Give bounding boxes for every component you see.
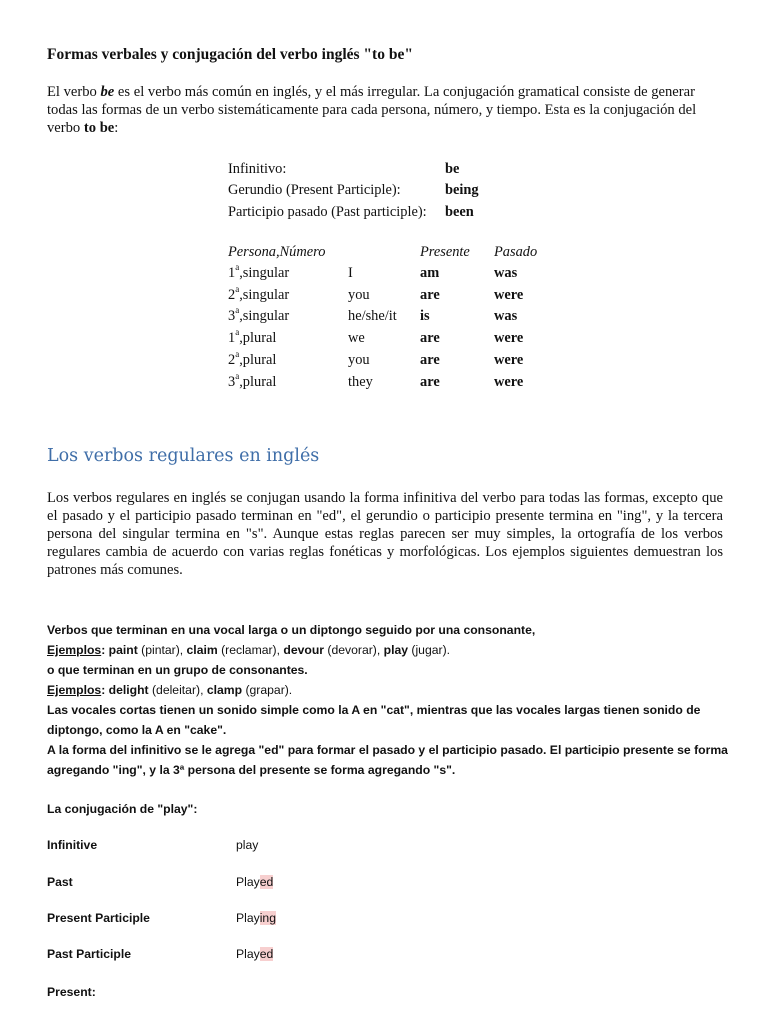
- table-row-label: 2$^a$,plural: [228, 349, 277, 368]
- examples-line-1: Ejemplos: paint (pintar), claim (reclamar), devour (devorar), play (jugar).: [47, 643, 451, 657]
- play-form-label: Past: [47, 875, 73, 889]
- table-row-pronoun: they: [348, 374, 373, 390]
- table-row-present: are: [420, 352, 440, 368]
- table-row-past: was: [494, 308, 518, 324]
- regular-verbs-paragraph: Los verbos regulares en inglés se conjugan usando la forma infinitiva del verbo para todas las formas, excepto que el pasado y el participio pasado terminan en "ed", el gerundio o participio presente termina en "ing", y la tercera persona del singular termina en "s". Aunque estas reglas parecen ser muy simples, la ortografía de los verbos regulares cambia de acuerdo con varias reglas fonéticas y morfológicas. Los ejemplos siguientes demuestran los patrones más comunes.: [47, 490, 723, 578]
- play-form-label: Past Participle: [47, 947, 131, 961]
- verb-be: be: [100, 84, 115, 100]
- intro-paragraph: El verbo be es el verbo más común en inglés, y el más irregular. La conjugación gramatical consiste de generar todas las formas de un verbo sistemáticamente para cada persona, número, y tiempo. Esta es la conjugación del verbo to be:: [47, 84, 697, 136]
- examples-line-2: Ejemplos: delight (deleitar), clamp (grapar).: [47, 683, 293, 697]
- table-row-past: was: [494, 265, 518, 281]
- form-value-past-participle: been: [445, 204, 474, 220]
- form-value-gerund: being: [445, 182, 479, 198]
- table-row-label: 3$^a$,plural: [228, 371, 277, 390]
- table-row-pronoun: I: [348, 265, 353, 281]
- table-row-label: 1$^a$,plural: [228, 327, 277, 346]
- rule-line-vowel-sounds: Las vocales cortas tienen un sonido simple como la A en "cat", mientras que las vocales largas tienen sonido de diptongo, como la A en "cake".: [47, 703, 701, 737]
- suffix-highlight: ed: [259, 875, 274, 889]
- table-row-past: were: [494, 287, 524, 303]
- play-form-value: Played: [236, 947, 274, 961]
- play-form-value: play: [236, 838, 259, 852]
- form-label-past-participle: Participio pasado (Past participle):: [228, 204, 427, 220]
- verb-to-be: to be: [83, 120, 115, 136]
- section-heading: Los verbos regulares en inglés: [47, 446, 320, 466]
- table-row-present: are: [420, 287, 440, 303]
- table-row-past: were: [494, 330, 524, 346]
- form-value-infinitive: be: [445, 161, 460, 177]
- table-row-present: are: [420, 374, 440, 390]
- play-conjugation-intro: La conjugación de "play":: [47, 802, 198, 816]
- table-row-label: 3$^a$,singular: [228, 305, 290, 324]
- table-row-past: were: [494, 352, 524, 368]
- table-row-pronoun: we: [348, 330, 365, 346]
- rule-line-ed-ing-s: A la forma del infinitivo se le agrega "ed" para formar el pasado y el participio pasado. El participio presente se forma agregando "ing", y la 3ª persona del presente se forma agregando "s".: [47, 743, 728, 777]
- play-form-value: Playing: [236, 911, 276, 925]
- table-row-past: were: [494, 374, 524, 390]
- form-label-gerund: Gerundio (Present Participle):: [228, 182, 401, 198]
- header-presente: Presente: [420, 244, 470, 260]
- play-form-label: Present Participle: [47, 911, 150, 925]
- rules-block: [47, 620, 737, 780]
- table-row-present: are: [420, 330, 440, 346]
- header-pasado: Pasado: [494, 244, 538, 260]
- table-row-present: am: [420, 265, 440, 281]
- present-label: Present:: [47, 985, 96, 999]
- table-row-label: 2$^a$,singular: [228, 284, 290, 303]
- table-row-present: is: [420, 308, 430, 324]
- header-persona: Persona,Número: [228, 244, 326, 260]
- rule-line-consonant-group: o que terminan en un grupo de consonantes.: [47, 663, 308, 677]
- play-form-label: Infinitive: [47, 838, 98, 852]
- form-label-infinitive: Infinitivo:: [228, 161, 287, 177]
- play-form-value: Played: [236, 875, 274, 889]
- table-row-pronoun: he/she/it: [348, 308, 397, 324]
- suffix-highlight: ing: [259, 911, 276, 925]
- document-title: Formas verbales y conjugación del verbo inglés "to be": [47, 46, 413, 63]
- table-row-pronoun: you: [348, 287, 370, 303]
- table-row-pronoun: you: [348, 352, 370, 368]
- table-row-label: 1$^a$,singular: [228, 262, 290, 281]
- suffix-highlight: ed: [259, 947, 274, 961]
- rule-line-long-vowel: Verbos que terminan en una vocal larga o un diptongo seguido por una consonante,: [47, 623, 536, 637]
